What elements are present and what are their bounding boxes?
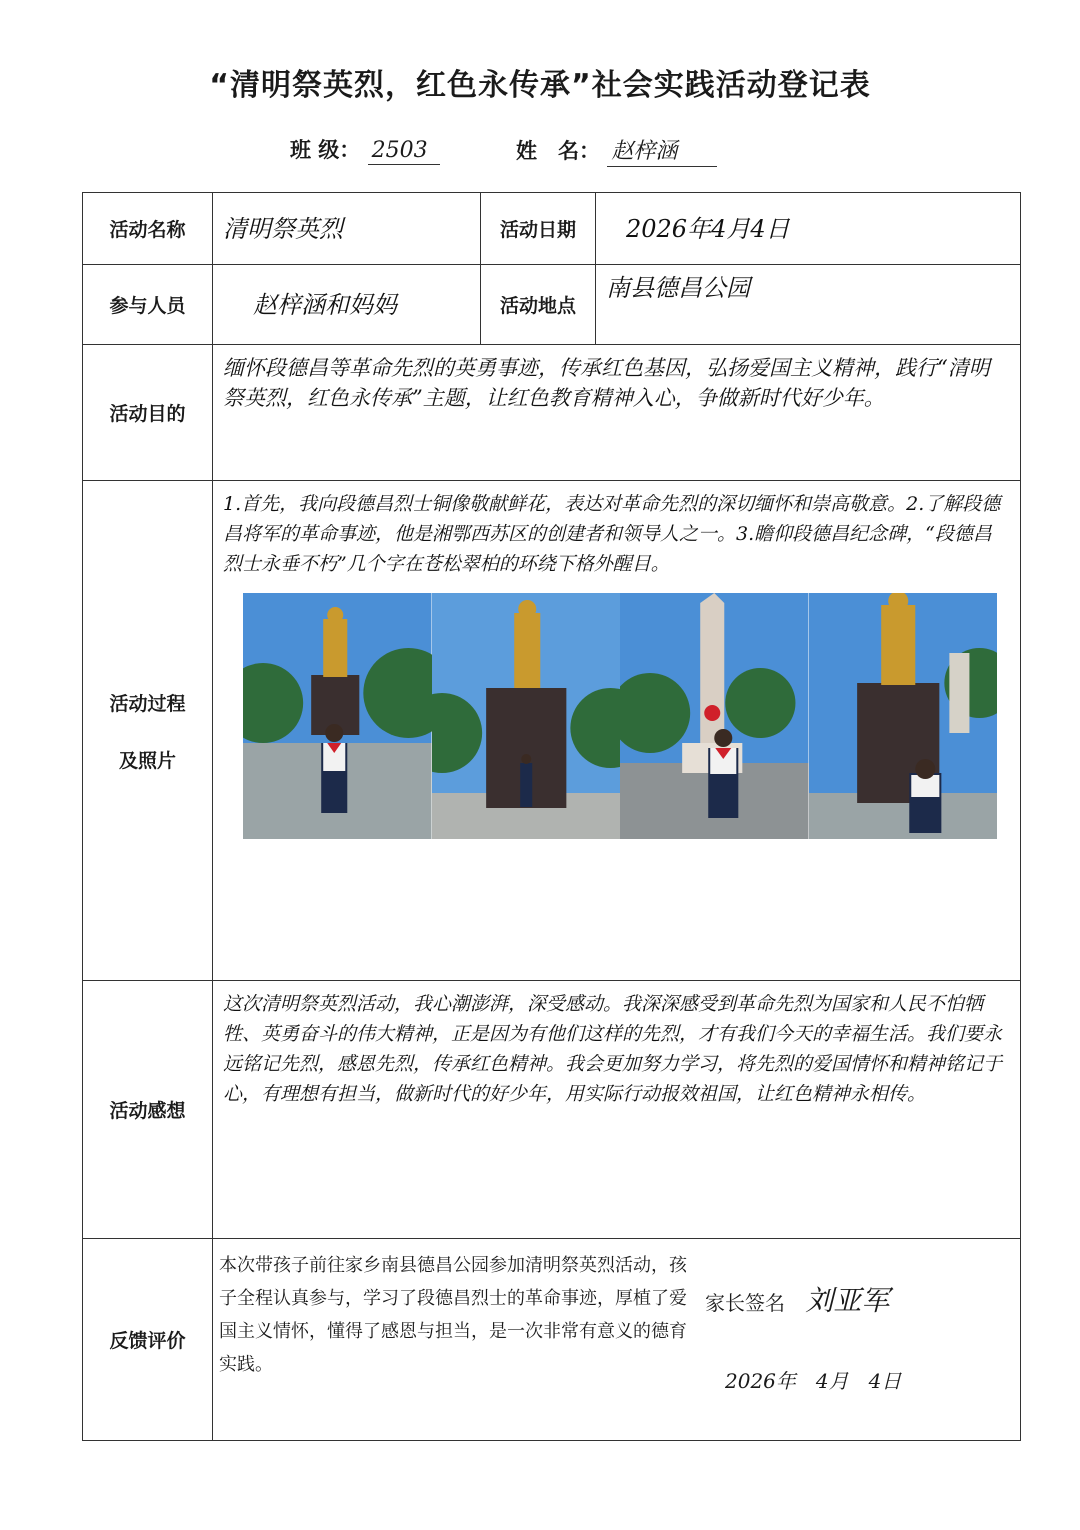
process-label (83, 481, 213, 981)
reflection-label: 活动感想 (83, 981, 213, 1239)
reflection-value: 这次清明祭英烈活动，我心潮澎湃，深受感动。我深深感受到革命先烈为国家和人民不怕牺牲、英勇奋斗的伟大精神，正是因为有他们这样的先烈，才有我们今天的幸福生活。我们要永远铭记先烈，感恩先烈，传承红色精神。我会更加努力学习，将先烈的爱国情怀和精神铭记于心，有理想有担当，做新时代的好少年，用实际行动报效祖国，让红色精神永相传。 (223, 993, 1003, 1105)
sign-date: 2026年 4月 4日 (725, 1369, 902, 1393)
name-label: 姓 名： (516, 139, 600, 163)
form-title: “清明祭英烈，红色永传承”社会实践活动登记表 (209, 68, 871, 103)
participants-label: 参与人员 (83, 265, 213, 345)
photo-4 (809, 593, 998, 839)
location-label: 活动地点 (481, 265, 596, 345)
activity-date-label: 活动日期 (481, 193, 596, 265)
photo-3 (620, 593, 809, 839)
class-value: 2503 (368, 138, 440, 165)
photo-1 (243, 593, 432, 839)
activity-name-label: 活动名称 (83, 193, 213, 265)
purpose-value: 缅怀段德昌等革命先烈的英勇事迹，传承红色基因，弘扬爱国主义精神，践行“清明祭英烈，红色永传承”主题，让红色教育精神入心，争做新时代好少年。 (223, 356, 990, 410)
registration-form (82, 192, 1021, 1441)
name-value: 赵梓涵 (607, 134, 717, 167)
feedback-label: 反馈评价 (83, 1239, 213, 1441)
process-label-line1: 活动过程 (109, 692, 186, 715)
process-value: 1.首先，我向段德昌烈士铜像敬献鲜花，表达对革命先烈的深切缅怀和崇高敬意。2.了解段德昌将军的革命事迹，他是湘鄂西苏区的创建者和领导人之一。3.瞻仰段德昌纪念碑，“段德昌烈士永垂不朽”几个字在苍松翠柏的环绕下格外醒目。 (223, 493, 1001, 575)
participants-value: 赵梓涵和妈妈 (253, 290, 397, 319)
feedback-area (213, 1239, 1020, 1440)
class-field (290, 134, 440, 165)
parent-signature: 刘亚军 (805, 1284, 890, 1317)
photo-strip (243, 593, 997, 839)
feedback-value: 本次带孩子前往家乡南县德昌公园参加清明祭英烈活动，孩子全程认真参与，学习了段德昌烈士的革命事迹，厚植了爱国主义情怀，懂得了感恩与担当，是一次非常有意义的德育实践。 (219, 1255, 687, 1375)
location-value: 南县德昌公园 (606, 274, 750, 302)
activity-name-value: 清明祭英烈 (223, 214, 343, 243)
purpose-label: 活动目的 (83, 345, 213, 481)
name-field (516, 134, 717, 167)
class-label: 班 级： (290, 138, 361, 162)
photo-2 (432, 593, 621, 839)
process-label-line2: 及照片 (118, 749, 176, 772)
parent-sign-label: 家长签名 (705, 1291, 785, 1315)
activity-date-value: 2026年4月4日 (626, 214, 790, 243)
parent-sign-area (697, 1239, 1020, 1440)
